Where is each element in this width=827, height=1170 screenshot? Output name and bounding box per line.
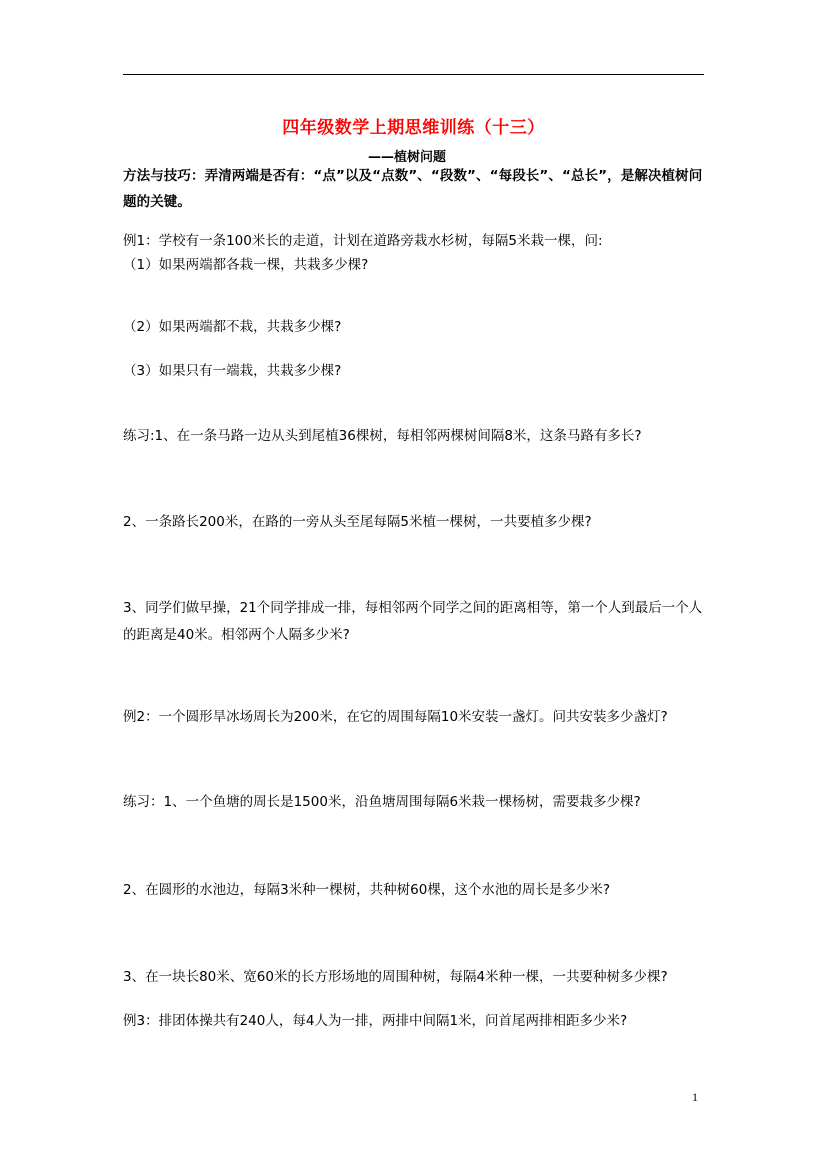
practice2-question3: 3、在一块长80米、宽60米的长方形场地的周围种树，每隔4米种一棵，一共要种树多少棵? <box>123 969 668 985</box>
example1-question1: （1）如果两端都各栽一棵，共栽多少棵? <box>123 257 369 273</box>
example2: 例2：一个圆形旱冰场周长为200米，在它的周围每隔10米安装一盏灯。问共安装多少盏灯? <box>123 709 668 725</box>
practice2-question2: 2、在圆形的水池边，每隔3米种一棵树，共种树60棵，这个水池的周长是多少米? <box>123 882 611 898</box>
header-rule <box>123 74 704 75</box>
practice1-question3: 3、同学们做早操，21个同学排成一排，每相邻两个同学之间的距离相等，第一个人到最后一个人的距离是40米。相邻两个人隔多少米? <box>123 600 703 643</box>
page-title: 四年级数学上期思维训练（十三） <box>282 118 545 138</box>
page-number: 1 <box>692 1090 698 1104</box>
page-subtitle: ——植树问题 <box>368 150 447 165</box>
example1-question2: （2）如果两端都不栽，共栽多少棵? <box>123 319 342 335</box>
method-tips: 方法与技巧：弄清两端是否有：“点”以及“点数”、“段数”、“每段长”、“总长”，是解决植树问题的关键。 <box>123 168 703 210</box>
example3: 例3：排团体操共有240人，每4人为一排，两排中间隔1米，问首尾两排相距多少米? <box>123 1013 628 1029</box>
example1-intro: 例1：学校有一条100米长的走道，计划在道路旁栽水杉树，每隔5米栽一棵，问: <box>123 233 603 249</box>
practice2-question1: 练习：1、一个鱼塘的周长是1500米，沿鱼塘周围每隔6米栽一棵杨树，需要栽多少棵? <box>123 794 641 810</box>
example1-question3: （3）如果只有一端栽，共栽多少棵? <box>123 363 342 379</box>
practice1-question2: 2、一条路长200米，在路的一旁从头至尾每隔5米植一棵树，一共要植多少棵? <box>123 514 592 530</box>
practice1-question1: 练习:1、在一条马路一边从头到尾植36棵树，每相邻两棵树间隔8米，这条马路有多长? <box>123 428 642 444</box>
